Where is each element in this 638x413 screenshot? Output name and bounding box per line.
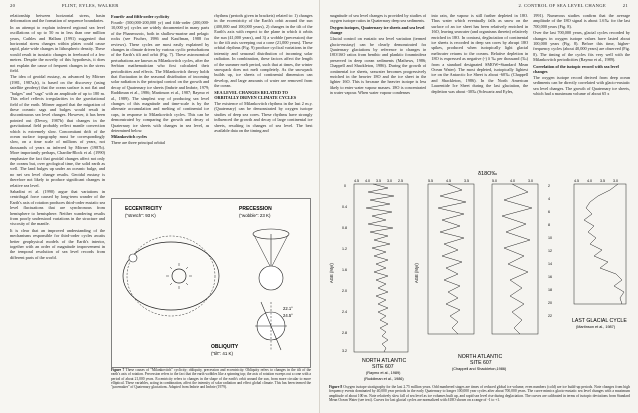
panel-source: (Martinson et al., 1987)	[575, 325, 615, 329]
panel-source: (Raymo et al., 1989)	[365, 371, 400, 375]
panel-title: LAST GLACIAL CYCLE	[571, 318, 627, 324]
stage-tick: 16	[547, 275, 552, 279]
tick-label: 3.0	[386, 179, 392, 183]
earth-icon	[259, 266, 283, 290]
paragraph: into rain, the vapour is still further depleted in 18O. Thus water which eventually falls as snow on the surface of an ice sheet has been relatively enriched in 16O, leaving seawater (and organisms therein) relatively enriched in 18O. In contrast, deglaciation of continental ice sheets is recorded in deep sea cores by abrupt 18O spikes, produced when isotopically light glacial meltwater returns to the oceans. Relative depletion in 18O is expressed as negative (-) δ ‰ per thousand (‰) from a standard designated SMOW=Standard Mean Ocean Water). The most depleted, isotopically lightest ice on the Antarctic Ice Sheet is about -60‰ (Chappell and Shackleton, 1986). In the North American Laurentide Ice Sheet during the last glaciation, the depletion was about -30‰ (Schwartz and Eyles,	[431, 13, 529, 94]
obliquity-period: ("tilt": 41 K)	[211, 351, 233, 356]
left-column-1	[10, 13, 105, 398]
tick-label: 2.5	[397, 179, 403, 183]
panel-site: SITE 607	[371, 364, 394, 370]
panel-source: (Ruddiman et al., 1986)	[363, 377, 404, 381]
paragraph: Fourth- (500,000-200,000 yr) and fifth-order (200,000-10,000 yr) cycles are widely documented in many parts of the Phanerozoic, both in shallow-marine and pelagic rocks (see Fischer, 1986 and Kauffman, 1988 for reviews). These cycles are most easily explained by changes in climate driven by various cyclic perturbations of the Earth's tilt and orbit (Fig. 7). These astronomical perturbations are known as Milankovitch cycles, after the Serbian mathematician who first calculated their periodicities and effects. The Milankovitch theory holds that fluctuation in the seasonal distribution of incoming solar radiation is the principal control on the growth and decay of Quaternary ice sheets (Imbrie and Imbrie, 1979; Ruddiman et al., 1986; Martinson et al., 1987; Raymo et al., 1989). The simplest way of producing sea level changes of this magnitude and time-scale is by the alternate accumulation and melting of continental ice caps, in response to Milankovitch cycles. This can be demonstrated by comparing the growth and decay of Quaternary ice sheets with changes in sea level, as determined below.	[111, 19, 210, 134]
panel-title: NORTH ATLANTIC	[457, 354, 502, 360]
left-running-head: FLINT, EYLES, WALKER	[62, 3, 119, 8]
caption-label: Figure 8	[329, 385, 343, 389]
panel-title: NORTH ATLANTIC	[361, 358, 406, 364]
panel-site: SITE 607	[469, 360, 492, 366]
tick-label: 5.5	[427, 179, 433, 183]
tick-label: 3.0	[527, 179, 533, 183]
figure-7-milankovitch	[111, 198, 311, 368]
isotope-panel-4	[574, 179, 626, 304]
paragraph: The oxygen isotope record derived from deep ocean sediments can be directly correlated with glacio-eustatic sea level changes. The growth of Quaternary ice sheets, which had a maximum volume of about 65 x	[533, 74, 630, 97]
paragraph: There are three principal orbital	[111, 140, 166, 146]
right-page-number: 21	[622, 3, 628, 8]
stage-tick: 6	[547, 210, 550, 214]
stage-tick: 8	[547, 223, 550, 227]
stage-tick: 22	[547, 314, 552, 318]
right-column-2	[431, 13, 528, 165]
isotope-panel-1	[329, 179, 408, 353]
isotope-panel-2	[414, 179, 474, 334]
tick-label: 3.0	[612, 179, 618, 183]
obliquity-label: OBLIQUITY	[211, 344, 239, 350]
paragraph: The idea of geoidal eustasy, as advanced by Mörner (1981, 1987a,b), is based on the discovery (using satellite geodesy) that the ocean surface is not flat and "bulges" and "sags" with an amplitude of up to 180 m. This relief reflects irregularities in the gravitational field of the earth. Mörner argued that the migration of these oceanic sags and bulges would result in discontinuous sea level changes. However, it has been pointed out (Devoy, 1987b) that changes in the gravitational field probably reflect mantle convection which is extremely slow. Concomitant drift of the ocean surface topography must be correspondingly slow, on a time scale of millions of years, not thousands of years as inferred by Mörner (1987b). More importantly perhaps, Chardin-Block et al. (1990) emphasize the fact that geoidal changes affect not only the oceans but, over geological time, the solid earth as well. The land bulges up under an oceanic bulge, and no net sea level change results. Geoidal eustasy is therefore not likely to produce significant changes in relative sea level.	[10, 74, 105, 188]
right-running-header	[330, 3, 629, 12]
age-tick: 0.8	[341, 226, 347, 230]
right-column-3	[533, 13, 630, 165]
right-page	[319, 0, 638, 413]
tick-label: 4.0	[364, 179, 370, 183]
stage-tick: 4	[547, 197, 550, 201]
right-running-head: 2. CONTROL OF SEA LEVEL CHANGE	[518, 3, 606, 8]
isotope-curve-2	[438, 184, 466, 334]
age-tick: 1.2	[341, 247, 347, 251]
right-text-columns	[330, 13, 631, 165]
tick-label: 5.0	[491, 179, 497, 183]
panel-source: (Chappell and Shackleton,1986)	[451, 367, 506, 371]
left-column-2	[111, 13, 209, 191]
figure-8-caption	[329, 385, 630, 403]
tick-label: 4.5	[573, 179, 579, 183]
paragraph: Over the last 700,000 years, glacial cycles recorded by changes in oxygen isotope values have lasted about 100,000 years (Fig. 8). Before this time, higher-frequency cycles (about 40,000 years) are observed (Fig. 8). The timing of the cycles fits very well with the Milankovitch periodicities (Raymo et al., 1989).	[533, 30, 630, 63]
tick-label: 3.5	[375, 179, 381, 183]
delta-o18-label: δ18O‰	[477, 171, 497, 177]
stage-tick: 10	[547, 236, 552, 240]
eccentricity-label: ECCENTRICITY	[125, 206, 162, 212]
section-heading: Fourth- and fifth-order cyclicity	[111, 14, 170, 19]
left-running-header	[10, 3, 309, 12]
angle-label: 24.5°	[283, 313, 293, 318]
paragraph: Glacial control on eustatic sea level variation (termed glacio-eustasy) can be clearly demonstrated for Quaternary glaciations by reference to changes in 18O/16O ratios from benthic and planktic foraminifera preserved in deep ocean sediments (Mathews, 1986; Chappell and Shackleton, 1986). During the growth of continental ice sheets, seawater becomes progressively enriched in the heavier 18O and the ice sheet in the lighter 16O. This is because the heavier isotope is less likely to enter water vapour masses. 18O is concentrated in water vapour. When water vapour condenses	[329, 36, 427, 96]
tick-label: 3.5	[599, 179, 605, 183]
tick-label: 4.0	[509, 179, 515, 183]
caption-text: These causes of "Milankovitch" cyclicity; obliquity, precession and eccentricity. Obliquity refers to changes in the tilt of the earth's axis of rotation. Precession refers to the fact that the earth wobbles like a spinning top; the axis of rotation sweeps out a cone with a period of about 21,000 years. Eccentricity refers to changes in the shape of the earth's orbit around the sun, from more circular to more elliptical. These variables, acting in combination, affect the intensity of solar radiation and effect global climate. This has been termed the "pacemaker" of Quaternary glaciations. Adapted from Imbrie and Imbrie (1979).	[111, 368, 311, 390]
caption-label: Figure 7	[111, 368, 125, 372]
section-heading: SEA LEVEL CHANGES RELATED TO ORBITALLY DRIVEN CLIMATE CYCLES	[214, 89, 297, 101]
precession-period: ("wobble": 23 K)	[239, 213, 271, 218]
figure-8-oxygen-isotope	[328, 168, 632, 384]
stage-tick: 12	[547, 249, 552, 253]
tick-label: 4.5	[445, 179, 451, 183]
section-heading: Correlation of the isotopic record with sea level changes	[533, 63, 619, 75]
isotope-curve-1	[366, 184, 394, 352]
precession-label: PRECESSION	[239, 206, 272, 212]
age-tick: 0	[343, 184, 346, 188]
paragraph: relationship between horizontal stress, basin deformation and the formation of sequence boundaries.	[10, 13, 105, 24]
isotope-curve-3	[502, 184, 532, 334]
left-page-number: 20	[10, 3, 16, 8]
earth-icon	[129, 254, 137, 262]
eccentricity-period: ("stretch": 93 K)	[125, 213, 156, 218]
right-column-1	[330, 13, 427, 165]
stage-tick: 18	[547, 288, 552, 292]
isotope-panel-3	[492, 179, 552, 334]
stage-tick: 20	[547, 301, 552, 305]
tick-label: 4.0	[586, 179, 592, 183]
age-axis-label: AGE (Myr)	[328, 263, 334, 283]
paragraph: 1991). Numerous studies confirm that the average amplitude of the 18O signal is about 1.6‰ for the last 700,000 years (Fig. 8).	[533, 13, 630, 29]
paragraph: In an attempt to explain inferred regional sea level oscillations of up to 50 m in less than one million years, Cathles and Hallam (1991) suggested that horizontal stress changes within plates could cause rapid, plate-wide changes in lithospheric density. These would result in isostatic changes in freeboard of a few metres. Despite the novelty of this hypothesis, it does not explain the cause of frequent changes in the stress field.	[10, 24, 105, 74]
paragraph: Sabadini et al. (1990) argue that variations in centrifugal force caused by long-term wander of the Earth's axis of rotation produces third-order eustatic sea level fluctuations that are synchronous from hemisphere to hemisphere. Neither wandering results from poorly understood variations in the structure and viscosity of the mantle.	[10, 189, 105, 227]
age-tick: 2.4	[341, 310, 347, 314]
age-tick: 1.6	[341, 268, 347, 272]
paragraph: The existence of Milankovitch rhythms in the last 2 m.y. (Quaternary) can be demonstrated by oxygen isotope studies of deep sea cores. These rhythms have strongly influenced the growth and decay of large continental ice sheets, resulting in changes of sea level. The best available data on the timing and	[214, 101, 313, 134]
left-column-3	[214, 13, 312, 191]
age-tick: 2.8	[341, 331, 347, 335]
figure-7-caption	[111, 368, 311, 389]
angle-label: 22.1°	[283, 306, 293, 311]
isotope-curve-4	[584, 184, 624, 304]
tick-label: 3.5	[463, 179, 469, 183]
paragraph: rhythms (periods given in brackets) related to: 1) changes in the eccentricity of the Earth's orbit around the sun (400,000 and 100,000 years), 2) changes in the tilt of the Earth's axis with respect to the plane in which it orbits the sun (41,000 years), and 3) a wobble (precession) due to the tilt axis sweeping out a cone (21,000 years). These orbital rhythms (Fig. 9) produce cyclical variations in the intensity and seasonal distribution of incoming solar radiation. In combination, these factors affect the length of the summer melt period, such that at times, the winter snowpack does not melt completely. As the snowpack builds up, ice sheets of continental dimension can develop, and large amounts of water are removed from the ocean.	[214, 13, 313, 89]
stage-tick: 14	[547, 262, 552, 266]
age-tick: 0.4	[341, 205, 347, 209]
caption-text: Oxygen isotope stratigraphy for the last 2.75 million years. Odd numbered stages are times of reduced global ice volume, even numbers (cold) are ice build-up periods. Note changes from high frequency events dominated by 40,000 year periods in the early Quaternary to longer 100,000 year cycles after about 700,000 years. The curve mimics glacio-eustatic sea level changes with a maximum amplitude of about 100 m. Note relatively slow fall of sea level as ice volumes built up, and rapid sea level rise during deglaciation. The curves are calibrated in terms of isotopic deviations from Standard Mean Ocean Water (see text). Curves for last glacial cycles are normalized with δ18O shown on a range of -1 to +1.	[329, 385, 630, 403]
stage-tick: 2	[547, 184, 550, 188]
paragraph: It is clear that an improved understanding of the mechanisms responsible for third-order cycles awaits better geophysical models of the Earth's interior, together with an order of magnitude improvement in the temporal resolution of sea level records from different parts of the world.	[10, 227, 105, 260]
age-tick: 2.0	[341, 289, 347, 293]
age-tick: 3.2	[341, 349, 347, 353]
section-heading: Oxygen isotopes, Quaternary ice sheets and sea level change	[329, 24, 425, 36]
subsection-heading: Milankovitch cycles	[111, 134, 148, 140]
tick-label: 4.5	[353, 179, 359, 183]
left-upper-columns	[111, 13, 313, 191]
paragraph: magnitude of sea level changes is provided by studies of oxygen isotope ratios in Quaternary deep sea sediments.	[329, 13, 427, 24]
age-axis-label: AGE (Myr)	[413, 263, 419, 283]
